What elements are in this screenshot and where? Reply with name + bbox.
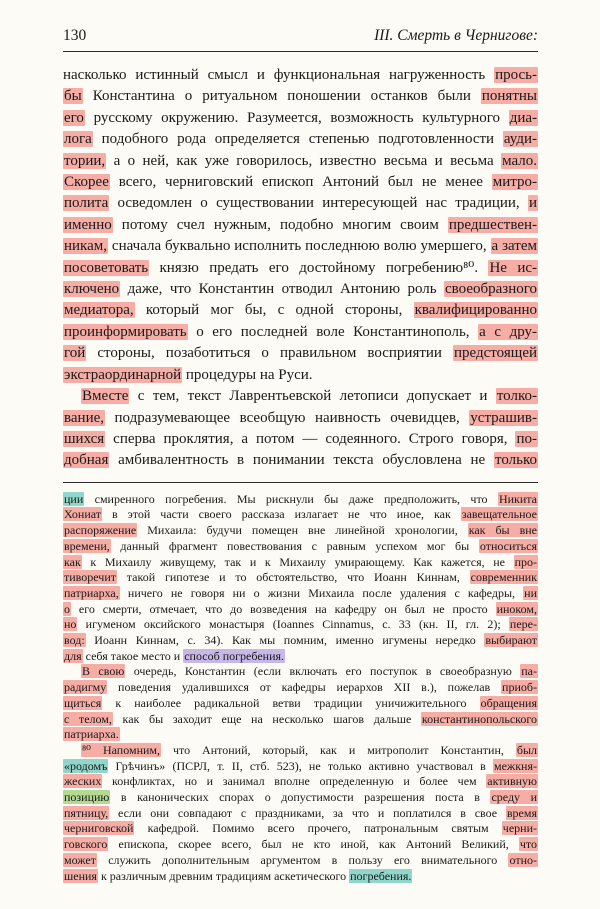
word-highlight: щиться [64,695,102,710]
word-highlight: Не ис- [489,259,538,276]
text-line [63,215,538,236]
text-line [63,279,538,300]
word-highlight: завещательное [461,507,537,522]
word-highlight: пятницу, [64,805,109,820]
text-line [63,429,538,450]
word-highlight: по- [516,430,537,447]
footnote-separator [63,482,538,483]
word-highlight: о [64,601,70,616]
text-line [63,172,538,193]
text-line [63,743,538,759]
running-title: III. Смерть в Чернигове: [374,27,538,44]
text-segment: очередь, Константин (если включать его поступок в своеобразную [125,664,521,679]
text-line [63,649,538,665]
text-segment: данный фрагмент повествования с равным успехом мог бы [110,538,479,553]
word-highlight: проинформировать [64,323,187,340]
text-line [63,258,538,279]
text-segment: епископа, скорее всего, был не кто иной, как Антоний Великий, [108,837,519,852]
text-line [63,869,538,885]
text-segment: сперва проклятия, а потом — содеянного. Строго говоря, [105,430,516,447]
text-segment: процедуры на Руси. [182,366,313,383]
word-highlight: выбирают [485,633,537,648]
word-highlight: способ погребения. [184,648,285,663]
text-segment: всего, черниговский епископ Антоний был не менее [109,174,492,191]
word-highlight: ключено [64,281,120,298]
word-highlight: прось- [495,67,537,83]
text-segment: как бы заходит еще на несколько шагов дальше [112,711,421,726]
word-highlight: ауди- [503,131,537,148]
word-highlight: посоветовать [64,259,149,276]
text-segment: конфликтах, но и занимал вполне определенную и более чем [102,774,487,789]
word-highlight: Никита [498,491,537,506]
text-line [63,386,538,407]
text-line [63,523,538,539]
word-highlight: ции [64,491,84,506]
text-line [63,507,538,523]
word-highlight: вание, [64,409,105,426]
word-highlight: с телом, [64,711,112,726]
text-line [63,65,538,86]
word-highlight: экстраординарной [64,366,182,383]
text-line [63,586,538,602]
text-line [63,86,538,107]
page-header [63,26,538,52]
word-highlight: мало. [502,152,537,169]
word-highlight: полита [64,195,109,212]
text-line [63,300,538,321]
text-segment: амбивалентность в понимании текста обусловлена не [109,452,494,469]
text-segment: служить дополнительным аргументом в пользу его внимательного [97,852,509,867]
text-line [63,555,538,571]
word-highlight: его [64,109,84,126]
word-highlight: время [506,805,537,820]
word-highlight: предстоящей [454,345,537,362]
text-line [63,806,538,822]
word-highlight: вод: [64,633,85,648]
text-segment: Грѣчинъ» (ПСРЛ, т. II, стб. 523), не только активно участвовал в [108,758,494,773]
text-segment: Михаила: будучи помещен вне линейной хронологии, [137,523,468,538]
text-segment: ничего не говоря ни о жизни Михаила после удаления с кафедры, [119,585,524,600]
word-highlight: а с дру- [479,323,537,340]
word-highlight: про- [514,554,537,569]
word-highlight: гой [64,345,86,362]
word-highlight: добная [64,452,109,469]
word-highlight: черни- [502,821,537,836]
word-highlight: межкня- [494,758,537,773]
word-highlight: па- [521,664,537,679]
word-highlight: времени, [64,538,110,553]
word-highlight: патриарха, [64,585,119,600]
text-line [63,408,538,429]
word-highlight: диа- [509,109,537,126]
text-segment: Константина о ритуальном поношении останков были [82,88,481,105]
word-highlight: черниговской [64,821,134,836]
text-line [63,322,538,343]
text-segment: его смерти, отмечает, что до возведения на кафедру он был не просто [71,601,496,616]
text-line [63,633,538,649]
text-line [63,759,538,775]
word-highlight: распоряжение [64,523,137,538]
word-highlight: говского [64,837,108,852]
text-segment: потому счел нужным, подобно многим своим [112,216,448,233]
word-highlight: только [494,452,537,469]
word-highlight: был [516,742,537,757]
word-highlight: толко- [496,388,537,405]
text-line [63,570,538,586]
text-line [63,617,538,633]
text-line [63,790,538,806]
text-segment: к Михаилу живущему, так и к Михаилу умирающему. Как кажется, не [81,554,514,569]
word-highlight: Вместе [82,388,129,405]
word-highlight: медиатора, [64,302,134,319]
text-line [63,108,538,129]
text-segment: игуменом оксийского монастыря (Ioannes Cinnamus, с. 33 (кн. II, гл. 2); [77,617,509,632]
text-segment: князю предать его достойному погребению⁸⁰. [149,259,489,276]
word-highlight: как [64,554,81,569]
word-highlight: патриарха. [64,727,119,742]
word-highlight: тории, [64,152,106,169]
word-highlight: шихся [64,430,105,447]
word-highlight: устрашив- [470,409,537,426]
word-highlight: ⁸⁰ Напомним, [82,742,161,757]
text-segment: смиренного погребения. Мы рискнули бы даже предположить, что [84,491,498,506]
text-line [63,492,538,508]
word-highlight: современник [470,570,537,585]
word-highlight: отно- [509,852,537,867]
text-segment: в канонических спорах о допустимости разрешения поста в [110,790,491,805]
text-segment: если они совпадают с праздниками, за что и поплатился в свое [109,805,506,820]
word-highlight: никам, [64,238,108,255]
word-highlight: В свою [82,664,125,679]
word-highlight: Хониат [64,507,102,522]
footnotes-block [63,492,538,885]
text-segment: русскому окружению. Разумеется, возможность культурного [84,109,509,126]
text-segment: о его последней воле Константинополь, [187,323,479,340]
word-highlight: «родомъ [64,758,108,773]
text-line [63,712,538,728]
word-highlight: бы [64,88,82,105]
word-highlight: иноком, [496,601,537,616]
text-segment: поведения удалившихся от кафедры иерархов XII в.), пожелав [107,680,502,695]
text-segment: к различным древним традициям аскетического [97,868,350,883]
text-line [63,539,538,555]
text-line [63,602,538,618]
word-highlight: позицию [64,790,110,805]
word-highlight: а затем [491,238,537,255]
page-number: 130 [63,27,87,44]
word-highlight: квалифицированно [414,302,537,319]
text-line [63,727,538,743]
text-segment: такой гипотезе и то обстоятельство, что Иоанн Киннам, [116,570,470,585]
text-segment: в этой части своего рассказа излагает не что иное, как [102,507,461,522]
word-highlight: митро- [492,174,537,191]
text-segment: подобного рода определяется степенью подготовленности [92,131,503,148]
word-highlight: ни [524,585,537,600]
word-highlight: именно [64,216,112,233]
word-highlight: активную [487,774,537,789]
text-line [63,450,538,471]
text-segment: сначала буквально исполнить последнюю волю умершего, [108,238,491,255]
word-highlight: радигму [64,680,107,695]
text-segment: даже, что Константин отводил Антонию роль [120,281,444,298]
word-highlight: обращения [480,695,537,710]
word-highlight: шения [64,868,97,883]
word-highlight: может [64,852,96,867]
word-highlight: для [64,648,82,663]
text-segment: подразумевающее всеобщую наивность очевидцев, [105,409,470,426]
text-line [63,151,538,172]
word-highlight: тиворечит [64,570,116,585]
word-highlight: но [64,617,77,632]
word-highlight: относиться [479,538,537,553]
text-line [63,821,538,837]
text-segment: стороны, позаботиться о правильном восприятии [86,345,454,362]
word-highlight: и [528,195,537,212]
text-segment: к наиболее радикальной ветви традиции уничижительного [102,695,480,710]
text-segment: насколько истинный смысл и функциональная нагруженность [63,67,495,83]
text-segment: что Антоний, который, как и митрополит Константин, [161,742,516,757]
text-segment: а о ней, как уже говорилось, известно весьма и весьма [106,152,502,169]
main-text-block [63,65,538,472]
word-highlight: жеских [64,774,102,789]
word-highlight: Скорее [64,174,109,191]
word-highlight: константинопольского [421,711,538,726]
word-highlight: погребения. [350,868,412,883]
word-highlight: понятны [481,88,537,105]
text-line [63,696,538,712]
word-highlight: приоб- [502,680,537,695]
word-highlight: предшествен- [448,216,537,233]
text-line [63,837,538,853]
word-highlight: среду и [491,790,537,805]
text-line [63,664,538,680]
text-segment: Иоанн Киннам, с. 34). Как мы помним, именно игумены нередко [85,633,485,648]
text-segment: себя такое место и [82,648,184,663]
text-line [63,365,538,386]
text-segment: который мог бы, с одной стороны, [134,302,414,319]
word-highlight: пере- [509,617,537,632]
text-line [63,853,538,869]
word-highlight: как бы вне [468,523,537,538]
text-line [63,774,538,790]
word-highlight: своеобразного [445,281,537,298]
text-line [63,236,538,257]
text-line [63,129,538,150]
word-highlight: лога [64,131,92,148]
text-line [63,343,538,364]
text-segment: кафедрой. Помимо всего прочего, патрональным святым [134,821,502,836]
word-highlight: что [519,837,537,852]
text-line [63,680,538,696]
text-line [63,193,538,214]
text-segment: с тем, текст Лаврентьевской летописи допускает и [129,388,496,405]
text-segment: осведомлен о существовании интересующей нас традиции, [109,195,528,212]
